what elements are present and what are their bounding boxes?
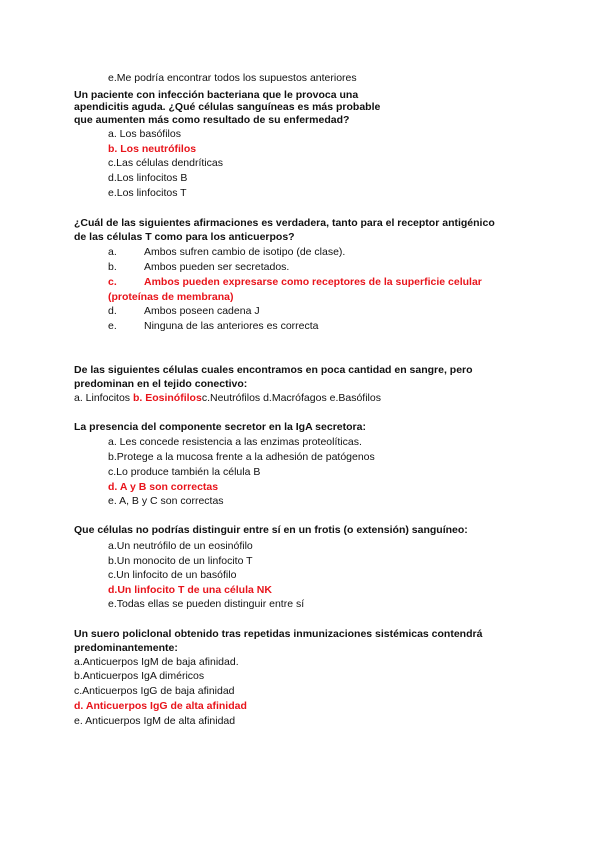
question-3-options-c-to-e: c.Neutrófilos d.Macrófagos e.Basófilos xyxy=(201,392,381,404)
option-text: Ninguna de las anteriores es correcta xyxy=(144,320,319,332)
question-4-option-d-correct: d. A y B son correctas xyxy=(108,481,219,493)
question-6-option-e: e. Anticuerpos IgM de alta afinidad xyxy=(74,715,236,727)
question-1-stem-line-2: apendicitis aguda. ¿Qué células sanguíneas es más probable xyxy=(74,101,381,113)
question-2-option-e xyxy=(108,320,319,333)
question-3-stem-line-2: predominan en el tejido conectivo: xyxy=(74,378,248,390)
question-1-stem-line-1: Un paciente con infección bacteriana que le provoca una xyxy=(74,89,359,101)
question-2-option-d xyxy=(108,305,260,318)
option-letter: e. xyxy=(108,320,117,332)
option-text: Ambos sufren cambio de isotipo (de clase). xyxy=(144,246,346,258)
question-5-option-d-correct: d.Un linfocito T de una célula NK xyxy=(108,584,272,596)
question-2-stem-line-2: de las células T como para los anticuerpos? xyxy=(74,231,295,243)
question-5-option-b: b.Un monocito de un linfocito T xyxy=(108,555,253,567)
question-6-stem-line-1: Un suero policlonal obtenido tras repetidas inmunizaciones sistémicas contendrá xyxy=(74,628,483,640)
question-1-option-b-correct: b. Los neutrófilos xyxy=(108,143,197,155)
question-5-stem: Que células no podrías distinguir entre sí en un frotis (o extensión) sanguíneo: xyxy=(74,524,468,536)
question-5-option-c: c.Un linfocito de un basófilo xyxy=(108,569,237,581)
question-3-option-b-correct: b. Eosinófilos xyxy=(132,392,202,404)
question-1-option-c: c.Las células dendríticas xyxy=(108,157,223,169)
question-1-option-d: d.Los linfocitos B xyxy=(108,172,188,184)
question-2-option-a xyxy=(108,246,345,259)
question-5-option-a: a.Un neutrófilo de un eosinófilo xyxy=(108,540,253,552)
question-6-option-b: b.Anticuerpos IgA diméricos xyxy=(74,670,205,682)
option-text: Ambos pueden ser secretados. xyxy=(144,261,290,273)
question-6-option-d-correct: d. Anticuerpos IgG de alta afinidad xyxy=(74,700,247,712)
option-letter: b. xyxy=(108,261,117,273)
question-6-stem-line-2: predominantemente: xyxy=(74,642,178,654)
question-3-options-line xyxy=(74,392,381,405)
question-1-option-a: a. Los basófilos xyxy=(108,128,181,140)
question-2-stem-line-1: ¿Cuál de las siguientes afirmaciones es verdadera, tanto para el receptor antigénico xyxy=(74,217,495,229)
question-3-option-a: a. Linfocitos xyxy=(74,392,131,404)
question-4-stem: La presencia del componente secretor en la IgA secretora: xyxy=(74,421,366,433)
question-2-option-c-continuation: (proteínas de membrana) xyxy=(108,291,234,303)
question-4-option-e: e. A, B y C son correctas xyxy=(108,495,224,507)
option-letter: d. xyxy=(108,305,117,317)
question-1-option-e: e.Los linfocitos T xyxy=(108,187,187,199)
option-text: Ambos poseen cadena J xyxy=(144,305,260,317)
question-3-stem-line-1: De las siguientes células cuales encontramos en poca cantidad en sangre, pero xyxy=(74,364,473,376)
question-4-option-c: c.Lo produce también la célula B xyxy=(108,466,261,478)
question-6-option-c: c.Anticuerpos IgG de baja afinidad xyxy=(74,685,235,697)
previous-option-e: e.Me podría encontrar todos los supuestos anteriores xyxy=(108,72,357,84)
question-4-option-b: b.Protege a la mucosa frente a la adhesión de patógenos xyxy=(108,451,375,463)
question-6-option-a: a.Anticuerpos IgM de baja afinidad. xyxy=(74,656,239,668)
option-letter: a. xyxy=(108,246,117,258)
question-2-option-c-correct xyxy=(108,276,482,289)
question-4-option-a: a. Les concede resistencia a las enzimas proteolíticas. xyxy=(108,436,362,448)
option-text: Ambos pueden expresarse como receptores de la superficie celular xyxy=(144,276,482,288)
option-letter: c. xyxy=(108,276,117,288)
question-1-stem-line-3: que aumenten más como resultado de su enfermedad? xyxy=(74,114,350,126)
question-5-option-e: e.Todas ellas se pueden distinguir entre sí xyxy=(108,598,305,610)
question-2-option-b xyxy=(108,261,289,274)
